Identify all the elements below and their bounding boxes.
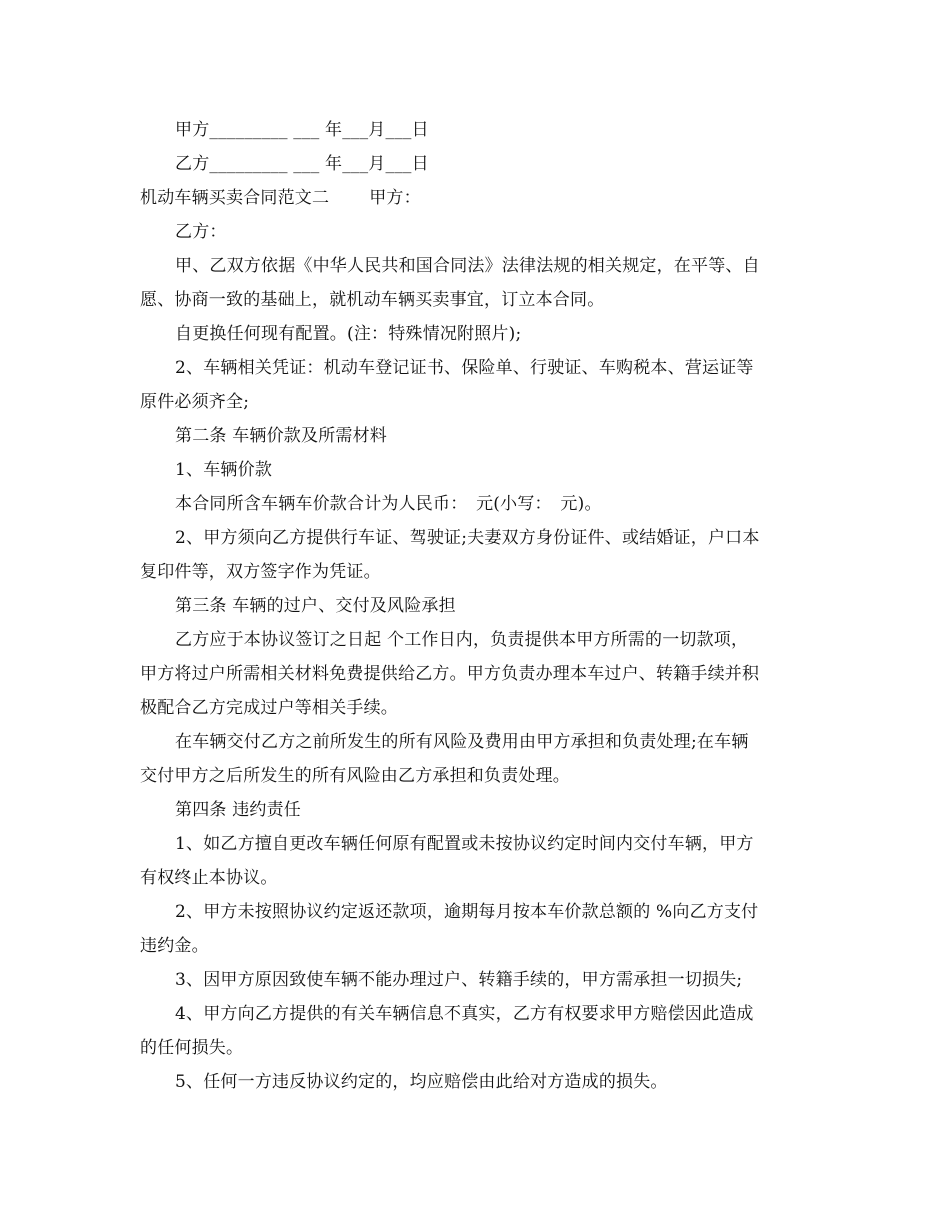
line-text: 乙方_________ ___ 年___月___日 — [175, 154, 429, 174]
line-text: 第四条 违约责任 — [175, 800, 302, 820]
paragraph-line — [140, 623, 815, 657]
line-text: 第二条 车辆价款及所需材料 — [175, 426, 388, 446]
party-b-label — [140, 215, 815, 249]
paragraph-line — [140, 827, 815, 861]
paragraph-line — [140, 351, 815, 385]
line-text: 1、如乙方擅自更改车辆任何原有配置或未按协议约定时间内交付车辆，甲方 — [175, 834, 754, 854]
line-text: 复印件等，双方签字作为凭证。 — [140, 562, 381, 582]
paragraph-line — [140, 283, 815, 317]
line-text: 的任何损失。 — [140, 1038, 244, 1058]
line-text: 乙方应于本协议签订之日起 个工作日内，负责提供本甲方所需的一切款项， — [175, 630, 749, 650]
paragraph-line — [140, 317, 815, 351]
line-text: 5、任何一方违反协议约定的，均应赔偿由此给对方造成的损失。 — [175, 1072, 668, 1092]
paragraph-line — [140, 487, 815, 521]
signature-line-party-a — [140, 113, 815, 147]
paragraph-line — [140, 249, 815, 283]
line-text: 4、甲方向乙方提供的有关车辆信息不真实，乙方有权要求甲方赔偿因此造成 — [175, 1004, 754, 1024]
line-text: 在车辆交付乙方之前所发生的所有风险及费用由甲方承担和负责处理;在车辆 — [175, 732, 749, 752]
line-text: 甲、乙双方依据《中华人民共和国合同法》法律法规的相关规定，在平等、自 — [175, 256, 760, 276]
paragraph-line — [140, 1065, 815, 1099]
line-text: 极配合乙方完成过户等相关手续。 — [140, 698, 398, 718]
line-text: 愿、协商一致的基础上，就机动车辆买卖事宜，订立本合同。 — [140, 290, 605, 310]
line-text: 有权终止本协议。 — [140, 868, 278, 888]
paragraph-line — [140, 453, 815, 487]
line-text: 自更换任何现有配置。(注：特殊情况附照片); — [175, 324, 522, 344]
section-heading-line — [140, 181, 815, 215]
paragraph-line — [140, 963, 815, 997]
paragraph-line — [140, 861, 815, 895]
paragraph-line — [140, 725, 815, 759]
line-text: 3、因甲方原因致使车辆不能办理过户、转籍手续的，甲方需承担一切损失; — [175, 970, 743, 990]
line-text: 第三条 车辆的过户、交付及风险承担 — [175, 596, 456, 616]
article-heading — [140, 793, 815, 827]
paragraph-line — [140, 759, 815, 793]
party-a-label: 甲方： — [369, 188, 421, 208]
line-text: 甲方_________ ___ 年___月___日 — [175, 120, 429, 140]
document-title: 机动车辆买卖合同范文二 — [140, 188, 330, 208]
line-text: 本合同所含车辆车价款合计为人民币： 元(小写： 元)。 — [175, 494, 602, 514]
line-text: 2、车辆相关凭证：机动车登记证书、保险单、行驶证、车购税本、营运证等 — [175, 358, 754, 378]
paragraph-line — [140, 385, 815, 419]
paragraph-line — [140, 895, 815, 929]
paragraph-line — [140, 997, 815, 1031]
signature-line-party-b — [140, 147, 815, 181]
paragraph-line — [140, 929, 815, 963]
line-text: 1、车辆价款 — [175, 460, 273, 480]
document-body — [140, 113, 815, 1099]
paragraph-line — [140, 657, 815, 691]
line-text: 违约金。 — [140, 936, 209, 956]
line-text: 交付甲方之后所发生的所有风险由乙方承担和负责处理。 — [140, 766, 570, 786]
line-text: 2、甲方须向乙方提供行车证、驾驶证;夫妻双方身份证件、或结婚证，户口本 — [175, 528, 760, 548]
line-text: 乙方： — [175, 222, 227, 242]
article-heading — [140, 419, 815, 453]
line-text: 甲方将过户所需相关材料免费提供给乙方。甲方负责办理本车过户、转籍手续并积 — [140, 664, 760, 684]
paragraph-line — [140, 555, 815, 589]
line-text: 原件必须齐全; — [140, 392, 250, 412]
paragraph-line — [140, 691, 815, 725]
article-heading — [140, 589, 815, 623]
line-text: 2、甲方未按照协议约定返还款项，逾期每月按本车价款总额的 %向乙方支付 — [175, 902, 759, 922]
paragraph-line — [140, 1031, 815, 1065]
paragraph-line — [140, 521, 815, 555]
